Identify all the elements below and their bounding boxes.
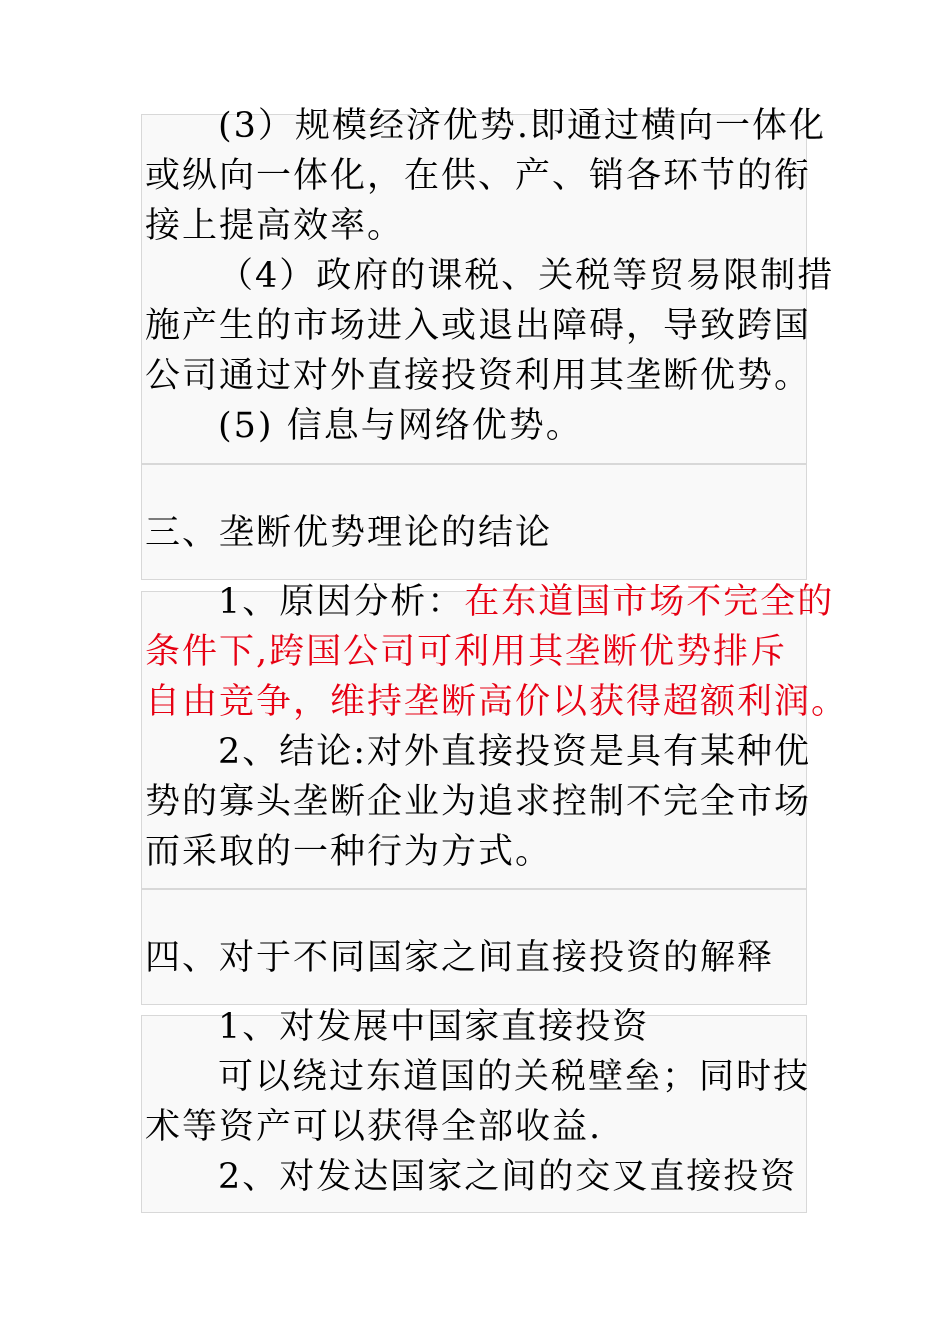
cause-analysis-line-1 [218,577,834,627]
developing-countries-detail-1: 可以绕过东道国的关税壁垒；同时技 [218,1057,811,1097]
developing-countries-detail-2: 术等资产可以获得全部收益. [145,1107,603,1147]
item-4-line-3: 公司通过对外直接投资利用其垄断优势。 [145,356,812,396]
developed-countries-item: 2、对发达国家之间的交叉直接投资 [218,1157,798,1197]
cause-analysis-line-3: 自由竞争，维持垄断高价以获得超额利润。 [145,682,849,722]
cause-analysis-emphasis-1: 在东道国市场不完全的 [464,582,835,622]
item-3-line-1: (3）规模经济优势.即通过横向一体化 [218,106,827,146]
section-three-heading: 三、垄断优势理论的结论 [145,513,553,553]
item-3-line-3: 接上提高效率。 [145,206,405,246]
developing-countries-item: 1、对发展中国家直接投资 [218,1007,650,1047]
item-4-line-1: （4）政府的课税、关税等贸易限制措 [218,256,835,296]
section-four-heading: 四、对于不同国家之间直接投资的解释 [145,938,775,978]
cause-analysis-line-2: 条件下,跨国公司可利用其垄断优势排斥 [145,632,788,672]
conclusion-line-2: 势的寡头垄断企业为追求控制不完全市场 [145,782,812,822]
item-5: (5) 信息与网络优势。 [218,406,583,446]
cause-analysis-label: 1、原因分析： [218,582,465,622]
conclusion-line-1: 2、结论:对外直接投资是具有某种优 [218,732,812,772]
conclusion-line-3: 而采取的一种行为方式。 [145,832,553,872]
item-4-line-2: 施产生的市场进入或退出障碍，导致跨国 [145,306,812,346]
item-3-line-2: 或纵向一体化，在供、产、销各环节的衔 [145,156,812,196]
